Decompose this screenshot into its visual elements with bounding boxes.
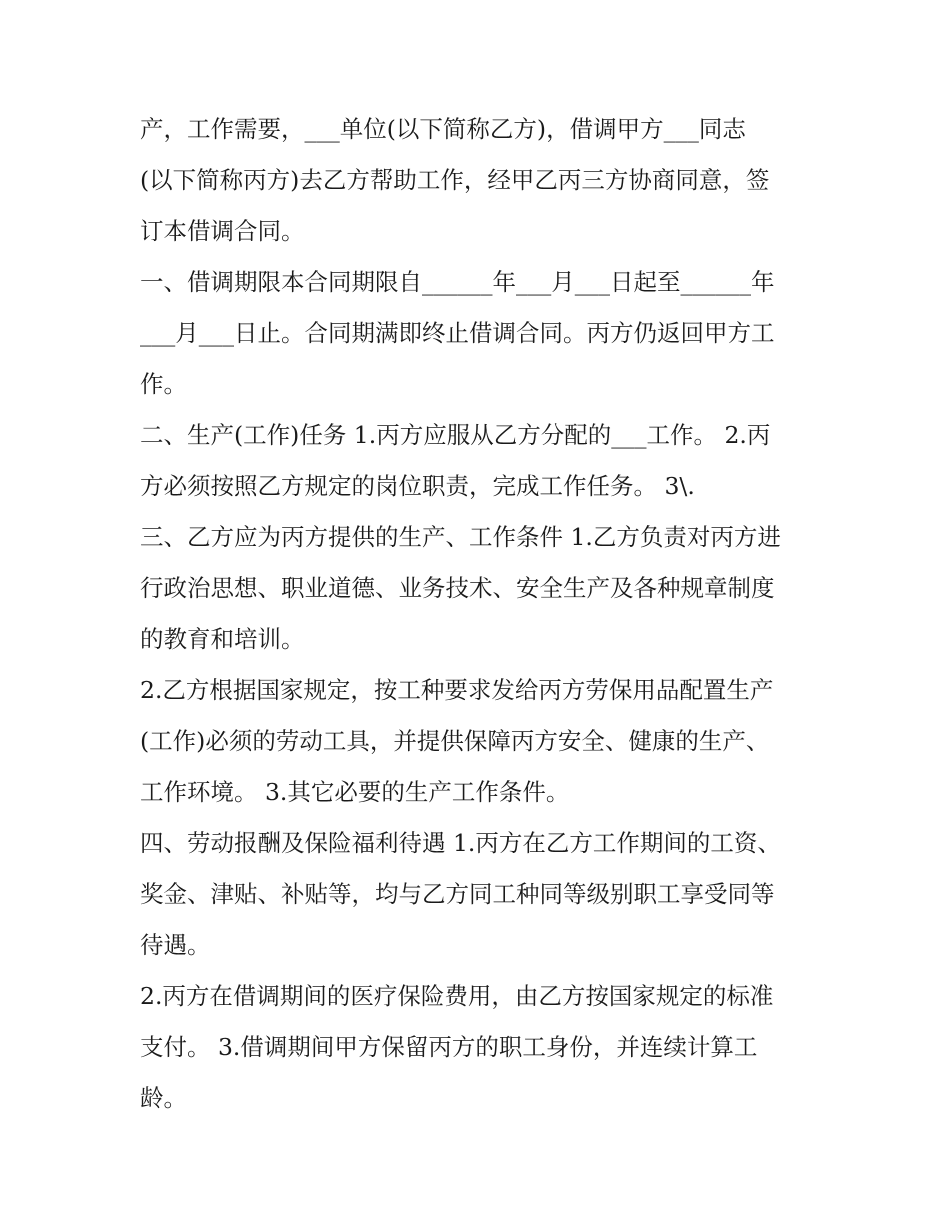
text-line: 2.乙方根据国家规定，按工种要求发给丙方劳保用品配置生产 bbox=[140, 676, 774, 704]
text-line: 三、乙方应为丙方提供的生产、工作条件 1.乙方负责对丙方进 bbox=[140, 523, 781, 551]
text-line: 待遇。 bbox=[140, 931, 211, 959]
text-line: 作。 bbox=[140, 370, 187, 398]
text-line: 产，工作需要，___单位(以下简称乙方)，借调甲方___同志 bbox=[140, 115, 746, 143]
text-line: 的教育和培训。 bbox=[140, 625, 305, 653]
text-line: (以下简称丙方)去乙方帮助工作，经甲乙丙三方协商同意，签 bbox=[140, 166, 770, 194]
text-line: 工作环境。 3.其它必要的生产工作条件。 bbox=[140, 778, 570, 806]
text-line: 二、生产(工作)任务 1.丙方应服从乙方分配的___工作。 2.丙 bbox=[140, 421, 771, 449]
document-body bbox=[140, 104, 820, 1124]
text-line: 行政治思想、职业道德、业务技术、安全生产及各种规章制度 bbox=[140, 574, 775, 602]
text-line: 2.丙方在借调期间的医疗保险费用，由乙方按国家规定的标准 bbox=[140, 982, 774, 1010]
text-line: (工作)必须的劳动工具，并提供保障丙方安全、健康的生产、 bbox=[140, 727, 770, 755]
text-line: 订本借调合同。 bbox=[140, 217, 305, 245]
text-line: 方必须按照乙方规定的岗位职责，完成工作任务。 3\. bbox=[140, 472, 695, 500]
text-line: 支付。 3.借调期间甲方保留丙方的职工身份，并连续计算工 bbox=[140, 1033, 758, 1061]
text-line: 奖金、津贴、补贴等，均与乙方同工种同等级别职工享受同等 bbox=[140, 880, 775, 908]
text-line: 一、借调期限本合同期限自______年___月___日起至______年 bbox=[140, 268, 775, 296]
text-line: 龄。 bbox=[140, 1084, 187, 1112]
text-line: ___月___日止。合同期满即终止借调合同。丙方仍返回甲方工 bbox=[140, 319, 775, 347]
text-line: 四、劳动报酬及保险福利待遇 1.丙方在乙方工作期间的工资、 bbox=[140, 829, 781, 857]
